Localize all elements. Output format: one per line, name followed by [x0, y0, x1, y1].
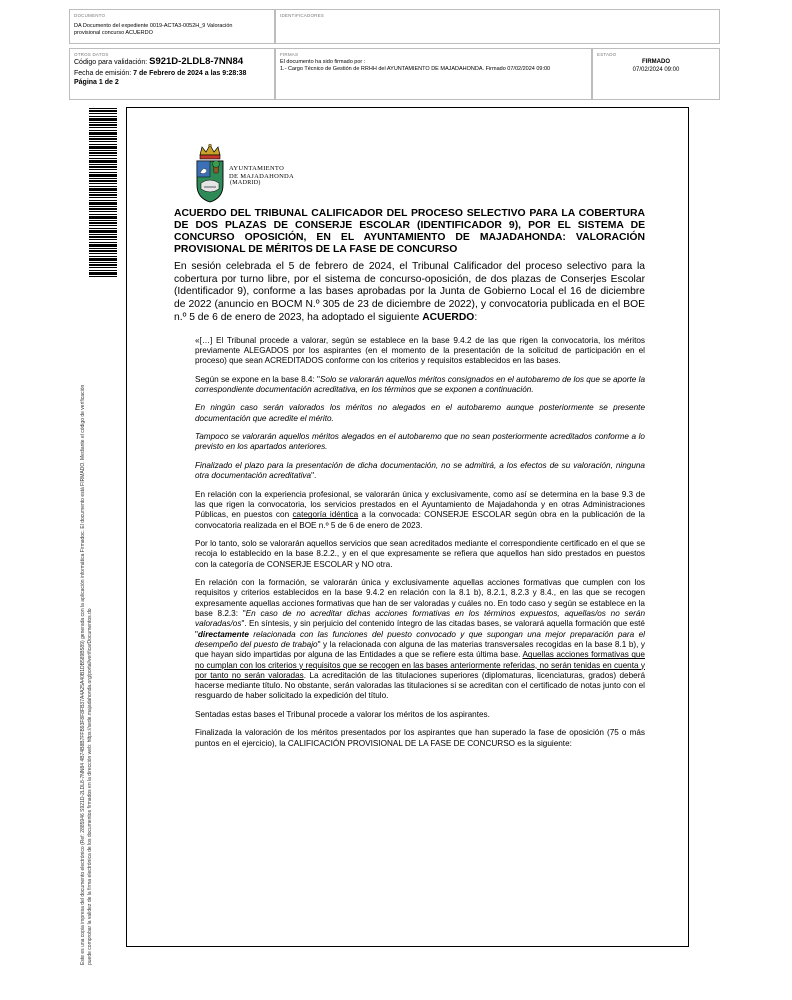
fecha-emision: Fecha de emisión: 7 de Febrero de 2024 a las 9:28:38: [74, 70, 247, 77]
header-otros-datos-box: [69, 48, 275, 100]
paragraph-2: Según se expone en la base 8.4: "Solo se valorarán aquellos méritos consignados en el autobaremo de los que se aporte la correspondiente documentación acreditativa, en los términos que se exponen a continuación.: [195, 374, 645, 394]
firmas-label: FIRMAS: [280, 52, 299, 57]
paragraph-3: En ningún caso serán valorados los méritos no alegados en el autobaremo aunque posteriormente se presente documentación que acredite el mérito.: [195, 403, 645, 423]
firmas-line2: 1.- Cargo Técnico de Gestión de RRHH del AYUNTAMIENTO DE MAJADAHONDA. Firmado 07/02/2024 09:00: [280, 66, 551, 72]
paragraph-6: En relación con la experiencia profesional, se valorarán única y exclusivamente, como así se determina en la base 9.3 de las que rigen la convocatoria, los servicios prestados en el Ayuntamiento de Majadahonda y en otras Administraciones Públicas, en puestos con categoría idéntica a la convocada: CONSERJE ESCOLAR según obra en la publicación de la convocatoria realizada en el BOE n.º 5 de 6 de enero de 2023.: [195, 489, 645, 530]
underlined-criteria: Aquellas acciones formativas que no cumplan con los criterios y requisitos que se recogen en las bases anteriormente referidas, no serán tenidas en cuenta y por tanto no serán valoradas: [195, 650, 645, 680]
fecha-value: 7 de Febrero de 2024 a las 9:28:38: [133, 70, 247, 77]
paragraph-8: En relación con la formación, se valorarán única y exclusivamente aquellas acciones formativas que cumplen con los requisitos y criterios establecidos en la base 9.4.2 en relación con la 8.1 b), 8.2.1, 8.2.3 y 8.4., en las que se recogen expresamente aquellas acciones formativas que han de ser valoradas y cuáles no. En todo caso y según se establece en la base 8.2.3: "En caso de no acreditar dichas acciones formativas en los términos expuestos, aquellas/os no serán valoradas/os". En síntesis, y sin perjuicio del contenido íntegro de las citadas bases, se valorará aquella formación que esté "directamente relacionada con las funciones del puesto convocado y que supongan una mejor preparación para el desempeño del puesto de trabajo" y la relacionada con alguna de las materias transversales recogidas en la base 8.1 b), y que hayan sido impartidas por alguna de las Entidades a que se refiere esta última base. Aquellas acciones formativas que no cumplan con los criterios y requisitos que se recogen en las bases anteriormente referidas, no serán tenidas en cuenta y por tanto no serán valoradas. La acreditación de las titulaciones superiores (diplomaturas, licenciaturas, grados) deberá hacerse mediante título. No obstante, serán valoradas las titulaciones si se acreditan con el certificado de notas junto con el resguardo de haber solicitado la expedición del título.: [195, 578, 646, 701]
logo-line3: (MADRID): [230, 180, 261, 186]
firmas-line1: El documento ha sido firmado por :: [280, 59, 366, 65]
logo-line1: AYUNTAMIENTO: [229, 165, 285, 172]
estado-label: ESTADO: [597, 52, 617, 57]
header-estado-box: [592, 48, 720, 100]
quoted-agreement: [195, 336, 645, 749]
documento-text: DA Documento del expediente 0019-ACTA3-0052H_9 Valoración provisional concurso ACUERDO: [74, 23, 233, 36]
coat-of-arms-logo: [192, 143, 228, 205]
paragraph-7: Por lo tanto, solo se valorarán aquellos servicios que sean acreditados mediante el correspondiente certificado en el que se recoja lo establecido en la base 8.2.2., y en el que expresamente se refiera que aquellos han sido prestados en puestos con la categoría de CONSERJE ESCOLAR y NO otra.: [195, 539, 645, 569]
header-documento-box: [69, 9, 275, 44]
logo-line2: DE MAJADAHONDA: [229, 172, 295, 180]
barcode: [89, 108, 117, 278]
intro-paragraph: En sesión celebrada el 5 de febrero de 2024, el Tribunal Calificador del proceso selectivo para la cobertura por turno libre, por el sistema de concurso-oposición, de dos plazas de Conserjes Escolar (Identificador 9), conforme a las bases aprobadas por la Junta de Gobierno Local el 16 de diciembre de 2022 (anuncio en BOCM N.º 305 de 23 de diciembre de 2022), y convocatoria publicada en el BOE n.º 5 de 6 de enero de 2023, ha adoptado el siguiente ACUERDO:: [174, 261, 645, 323]
categoria-identica: categoría idéntica: [292, 510, 359, 520]
document-title: ACUERDO DEL TRIBUNAL CALIFICADOR DEL PROCESO SELECTIVO PARA LA COBERTURA DE DOS PLAZAS DE CONSERJE ESCOLAR (IDENTIFICADOR 9), POR EL SISTEMA DE CONCURSO OPOSICIÓN, EN EL AYUNTAMIENTO DE MAJADAHONDA: VALORACIÓN PROVISIONAL DE MÉRITOS DE LA FASE DE CONCURSO: [174, 208, 645, 255]
codigo-validacion: Código para validación: S921D-2LDL8-7NN84: [74, 56, 244, 67]
pagina-label: Página 1 de 2: [74, 79, 119, 86]
side-verification-text-1: Este es una copia impresa del documento electrónico (Ref: 2885946 S921D-2LDL8-7NN84 4B74B8B7FFB93F8F8FB37A4A25A40B1DB589B589) generada con la aplicación informática Firmadoc. El documento está FIRMADO. Mediante el código de verificación: [80, 384, 86, 965]
paragraph-1: «[…] El Tribunal procede a valorar, según se establece en la base 9.4.2 de las que rigen la convocatoria, los méritos previamente ALEGADOS por los aspirantes (en el momento de la presentación de la solicitud de participación en el proceso) que sean ACREDITADOS conforme con los criterios y requisitos establecidos en las bases.: [195, 335, 645, 366]
estado-value: FIRMADO: [642, 59, 670, 65]
paragraph-5: Finalizado el plazo para la presentación de dicha documentación, no se admitirá, a los efectos de su valoración, ninguna otra documentación acreditativa".: [195, 460, 645, 481]
codigo-value: S921D-2LDL8-7NN84: [149, 56, 244, 67]
document-body: [174, 208, 645, 757]
header-firmas-box: [275, 48, 592, 100]
logo-text: [229, 165, 294, 188]
identificadores-label: IDENTIFICADORES: [280, 13, 325, 18]
paragraph-9: Sentadas estas bases el Tribunal procede a valorar los méritos de los aspirantes.: [195, 709, 490, 719]
side-verification-text-2: puede comprobar la validez de la firma electrónica de los documentos firmados en la dirección web: https://sede.majadahonda.org/portal/verificarDocumentos.do: [87, 608, 93, 965]
paragraph-4: Tampoco se valorarán aquellos méritos alegados en el autobaremo que no sean posteriormente acreditados conforme a lo previsto en los apartados anteriores.: [195, 432, 645, 452]
estado-date: 07/02/2024 09:00: [632, 67, 680, 73]
acuerdo-word: ACUERDO: [422, 311, 475, 323]
otros-datos-label: OTROS DATOS: [74, 52, 109, 57]
header-identificadores-box: [275, 9, 720, 44]
paragraph-10: Finalizada la valoración de los méritos presentados por los aspirantes que han superado la fase de oposición (75 o más puntos en el ejercicio), la CALIFICACIÓN PROVISIONAL DE LA FASE DE CONCURSO es la siguiente:: [195, 728, 645, 748]
documento-label: DOCUMENTO: [74, 13, 106, 18]
